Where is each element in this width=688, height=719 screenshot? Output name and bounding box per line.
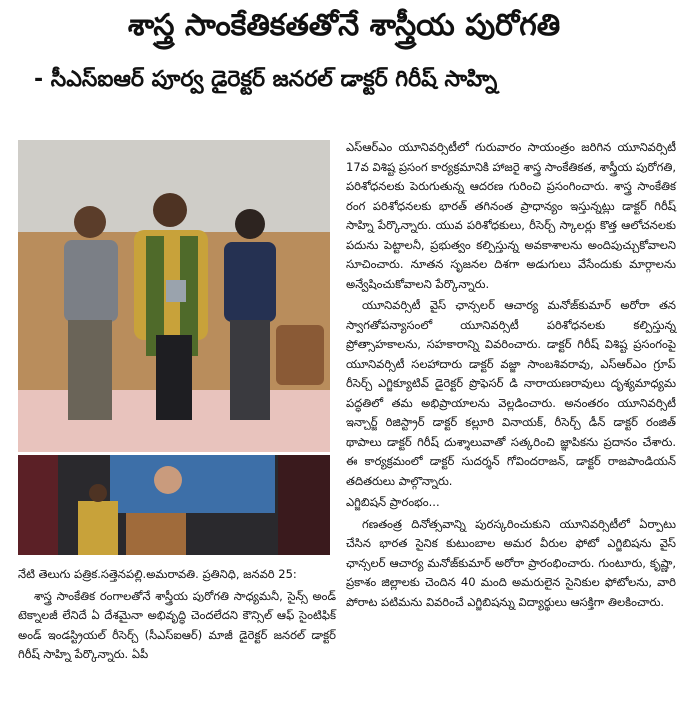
person-left-head [74,206,106,238]
speaker-head [89,484,107,502]
person-center-head [153,193,187,227]
exhibition-subheading: ఎగ్జిబిషన్ ప్రారంభం... [346,495,440,509]
body-paragraph: యూనివర్సిటీ వైస్ ఛాన్సలర్ ఆచార్య మనోజ్‌కుమార్ అరోరా తన స్వాగతోపన్యాసంలో యూనివర్సిటీ పరిశోధనలకు కల్పిస్తున్న ప్రోత్సాహకాలను, సహకారాన్ని వివరించారు. డాక్టర్ గిరీష్ విశిష్ట ప్రసంగంపై యూనివర్సిటీ సలహాదారు డాక్టర్ వజ్జా సాంబశివరావు, ఎస్ఆర్ఎం గ్రూప్ రీసెర్చ్ ఎగ్జిక్యూటివ్ డైరెక్టర్ ప్రొఫెసర్ డి నారాయణరావులు దృశ్యమాధ్యమ పద్ధతిలో తమ అభిప్రాయాలను వెల్లడించారు. అనంతరం యూనివర్సిటీ ఇన్చార్జ్ రిజిస్ట్రార్ డాక్టర్ కల్లూరి వినాయక్, రీసెర్చ్ డీన్ డాక్టర్ రంజిత్ థాపాలు డాక్టర్ గిరీష్ దుశ్శాలువాతో సత్కరించి జ్ఞాపికను ప్రదానం చేశారు. ఈ కార్యక్రమంలో డాక్టర్ సుదర్శన్ గోవిందరాజన్, డాక్టర్ రాజపాండియన్ తదితరులు పాల్గొన్నారు. [346,298,676,488]
felicitation-photo [18,140,330,452]
intro-paragraph: శాస్త్ర సాంకేతిక రంగాలతోనే శాస్త్రీయ పురోగతి సాధ్యమనీ, సైన్స్ అండ్ టెక్నాలజీ లేనిదే ఏ దేశమైనా అభివృద్ధి చెందలేదని కౌన్సిల్ ఆఫ్ సైంటిఫిక్ అండ్ ఇండస్ట్రియల్ రీసెర్చ్ (సీఎస్ఐఆర్) మాజీ డైరెక్టర్ జనరల్ డాక్టర్ గిరీష్ సాహ్ని పేర్కొన్నారు. ఏపీ [18,588,336,661]
dateline-paragraph: నేటి తెలుగు పత్రిక.సత్తెనపల్లి.అమరావతి. ప్రతినిధి, జనవరి 25: [18,567,297,581]
curtain [18,455,58,555]
chair [276,325,324,385]
subheadline: - సీఎస్ఐఆర్ పూర్వ డైరెక్టర్ జనరల్ డాక్టర్ గిరీష్ సాహ్ని [34,67,498,92]
person-right-blazer [224,242,276,322]
person-left-shirt [64,240,118,322]
podium [126,513,186,555]
right-column-text [346,138,676,612]
speaker-photo [18,455,330,555]
memento [166,280,186,302]
projection-screen [110,455,275,513]
person-left-trousers [68,320,112,420]
curtain [278,455,330,555]
left-column-text [18,565,336,665]
speaker-shawl [78,501,118,555]
person-right-trousers [230,320,270,420]
felicitation-photo-illustration [18,140,330,452]
person-right-head [235,209,265,239]
body-paragraph: ఎస్ఆర్ఎం యూనివర్సిటీలో గురువారం సాయంత్రం జరిగిన యూనివర్సిటీ 17వ విశిష్ట ప్రసంగ కార్యక్రమానికి హాజరై శాస్త్ర సాంకేతికత, శాస్త్రీయ పురోగతి, పరిశోధనలకు పెరుగుతున్న ఆదరణ గురించి ప్రసంగించారు. శాస్త్ర సాంకేతిక రంగ పరిశోధనలకు భారత్ తగినంత ప్రాధాన్యం ఇస్తున్నట్లు డాక్టర్ గిరీష్ సాహ్ని పేర్కొన్నారు. యువ పరిశోధకులు, రీసెర్చ్ స్కాలర్లు కొత్త ఆలోచనలకు పదును పెట్టాలనీ, ప్రభుత్వం కల్పిస్తున్న అవకాశాలను అందిపుచ్చుకోవాలని సూచించారు. నూతన సృజనల దిశగా అడుగులు వేసేందుకు మార్గాలను అన్వేషించుకోవాలని పేర్కొన్నారు. [346,140,677,291]
exhibition-paragraph: గణతంత్ర దినోత్సవాన్ని పురస్కరించుకుని యూనివర్సిటీలో ఏర్పాటు చేసిన భారత సైనిక కుటుంబాల అమర వీరుల ఫోటో ఎగ్జిబిషను వైస్ ఛాన్సలర్ ఆచార్య మనోజ్‌కుమార్ అరోరా ప్రారంభించారు. గుంటూరు, కృష్ణా, ప్రకాశం జిల్లాలకు చెందిన 40 మంది అమరులైన సైనికుల ఫోటోలను, వారి పోరాట పటిమను వివరించే ఎగ్జిబిషన్ను విద్యార్థులు ఆసక్తిగా తిలకించారు. [346,516,676,609]
screen-face [154,466,182,494]
headline: శాస్త్ర సాంకేతికతతోనే శాస్త్రీయ పురోగతి [127,8,561,43]
person-center-trousers [156,335,192,420]
speaker-photo-illustration [18,455,330,555]
